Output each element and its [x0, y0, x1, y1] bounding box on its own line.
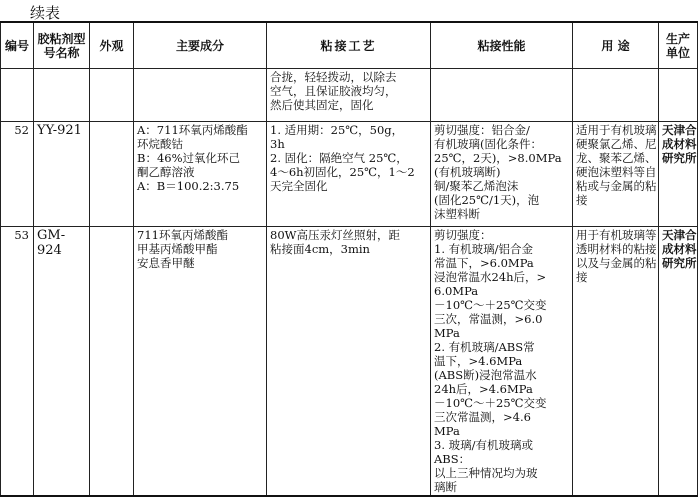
text-line: 80W高压汞灯丝照射，距: [270, 228, 400, 242]
text-line: 龙、聚苯乙烯、: [576, 151, 657, 165]
text-line: 1. 适用期：25℃，50g，: [270, 123, 404, 137]
text-line: 研究所: [662, 256, 697, 270]
text-line: 711环氧丙烯酸酯: [137, 228, 228, 242]
text-line: 粘或与金属的粘: [576, 179, 657, 193]
cell-empty: [90, 69, 134, 122]
text-line: (ABS断)浸泡常温水: [434, 368, 537, 382]
text-line: 以及与金属的粘: [576, 256, 657, 270]
text-line: 成材料: [662, 242, 697, 256]
cell-use: [573, 227, 659, 497]
header-unit: 生产单位: [659, 22, 698, 69]
text-line: B：46%过氧化环己: [137, 151, 241, 165]
text-line: 2. 固化：隔绝空气 25℃，: [270, 151, 408, 165]
cell-components: [134, 122, 267, 227]
text-line: 研究所: [662, 151, 697, 165]
text-line: 浸泡常温水24h后，>: [434, 270, 547, 284]
cell-unit: [659, 122, 698, 227]
cell-performance: [431, 227, 573, 497]
table-row: [1, 122, 698, 227]
text-line: 然后使其固定，固化: [270, 98, 374, 112]
text-line: 成材料: [662, 137, 697, 151]
text-line: 天津合: [662, 228, 697, 242]
header-number: 编号: [1, 22, 34, 69]
cell-number: 53: [1, 227, 34, 497]
header-appearance: 外观: [90, 22, 134, 69]
header-components: 主要成分: [134, 22, 267, 69]
text-line: 合拢，轻轻拨动，以除去: [270, 70, 397, 84]
text-line: 酮乙醇溶液: [137, 165, 195, 179]
text-line: 温下，>4.6MPa: [434, 354, 523, 368]
cell-appearance: [90, 227, 134, 497]
text-line: 常温下，>6.0MPa: [434, 256, 534, 270]
header-use: 用 途: [573, 22, 659, 69]
cell-components: [134, 227, 267, 497]
cell-empty: [659, 69, 698, 122]
text-line: 1. 有机玻璃/铝合金: [434, 242, 534, 256]
header-name: 胶粘剂型号名称: [34, 22, 90, 69]
text-line: 天津合: [662, 123, 697, 137]
text-line: 甲基丙烯酸甲酯: [137, 242, 218, 256]
text-line: 天完全固化: [270, 179, 328, 193]
text-line: 有机玻璃(固化条件：: [434, 137, 542, 151]
text-line: 4～6h初固化，25℃，1～2: [270, 165, 415, 179]
text-line: 接: [576, 270, 588, 284]
text-line: 硬聚氯乙烯、尼: [576, 137, 657, 151]
text-line: 三次，常温测，>6.0: [434, 312, 543, 326]
table-row-continuation: [1, 69, 698, 122]
cell-process: [267, 69, 431, 122]
cell-empty: [134, 69, 267, 122]
cell-performance: [431, 122, 573, 227]
text-line: 25℃，2天)，>8.0MPa: [434, 151, 562, 165]
text-line: 安息香甲醚: [137, 256, 195, 270]
text-line: 硬泡沫塑料等自: [576, 165, 657, 179]
text-line: 2. 有机玻璃/ABS常: [434, 340, 535, 354]
text-line: A：B＝100.2:3.75: [137, 179, 240, 193]
text-line: 粘接面4cm，3min: [270, 242, 370, 256]
text-line: ABS：: [434, 452, 471, 466]
text-line: 24h后，>4.6MPa: [434, 382, 533, 396]
adhesive-table: [0, 21, 698, 497]
cell-empty: [1, 69, 34, 122]
text-line: 以上三种情况均为玻: [434, 466, 538, 480]
cell-use: [573, 122, 659, 227]
cell-process: [267, 122, 431, 227]
text-line: 适用于有机玻璃: [576, 123, 657, 137]
text-line: 剪切强度：铝合金/: [434, 123, 530, 137]
table-row: [1, 227, 698, 497]
cell-number: 52: [1, 122, 34, 227]
text-line: 3. 玻璃/有机玻璃或: [434, 438, 534, 452]
cell-unit: [659, 227, 698, 497]
text-line: 3h: [270, 137, 285, 151]
cell-process: [267, 227, 431, 497]
page-title: 续表: [30, 4, 61, 22]
cell-empty: [573, 69, 659, 122]
text-line: 三次常温测，>4.6: [434, 410, 531, 424]
cell-code: GM- 924: [34, 227, 90, 497]
text-line: －10℃～＋25℃交变: [434, 298, 547, 312]
text-line: MPa: [434, 424, 460, 438]
cell-code: YY-921: [34, 122, 90, 227]
cell-empty: [431, 69, 573, 122]
header-performance: 粘接性能: [431, 22, 573, 69]
text-line: 6.0MPa: [434, 284, 479, 298]
text-line: 透明材料的粘接: [576, 242, 657, 256]
text-line: 空气，且保证胶液均匀，: [270, 84, 397, 98]
text-line: (有机玻璃断): [434, 165, 501, 179]
text-line: －10℃～＋25℃交变: [434, 396, 547, 410]
text-line: 铜/聚苯乙烯泡沫: [434, 179, 519, 193]
text-line: (固化25℃/1天)，泡: [434, 193, 540, 207]
text-line: MPa: [434, 326, 460, 340]
text-line: 沫塑料断: [434, 207, 480, 221]
text-line: 璃断: [434, 480, 457, 494]
header-row: [1, 22, 698, 69]
header-process: 粘接工艺: [267, 22, 431, 69]
text-line: 用于有机玻璃等: [576, 228, 657, 242]
text-line: 环烷酸钴: [137, 137, 183, 151]
cell-empty: [34, 69, 90, 122]
text-line: 剪切强度：: [434, 228, 492, 242]
text-line: 接: [576, 193, 588, 207]
text-line: A：711环氧丙烯酸酯: [137, 123, 248, 137]
cell-appearance: [90, 122, 134, 227]
